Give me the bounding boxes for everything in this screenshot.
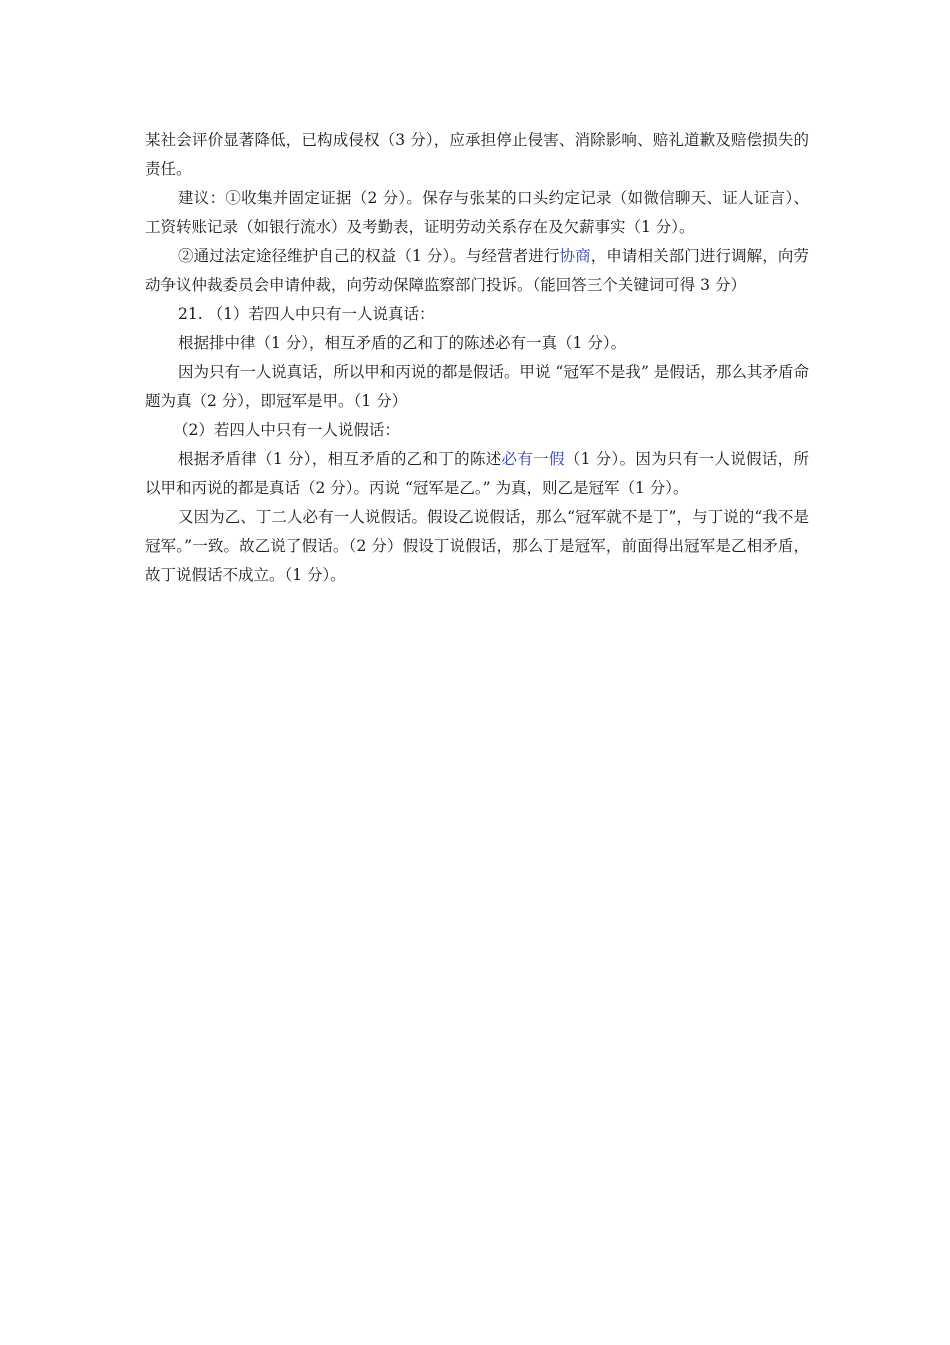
paragraph-part-1-conclusion [145, 358, 809, 416]
link-negotiation[interactable]: 协商 [559, 247, 591, 265]
paragraph-question-21-part-2-heading [145, 416, 809, 445]
text-run: 根据排中律（1 分），相互矛盾的乙和丁的陈述必有一真（1 分）。 [178, 334, 627, 352]
link-must-be-false[interactable]: 必有一假 [501, 450, 565, 468]
text-run: 某社会评价显著降低，已构成侵权（3 分），应承担停止侵害、消除影响、赔礼道歉及赔偿损失的责任。 [145, 131, 809, 178]
paragraph-part-2-conclusion [145, 503, 809, 590]
document-body [145, 126, 809, 590]
text-run: 又因为乙、丁二人必有一人说假话。假设乙说假话，那么“冠军就不是丁”，与丁说的“我不是冠军。”一致。故乙说了假话。（2 分）假设丁说假话，那么丁是冠军，前面得出冠军是乙相矛盾，故丁说假话不成立。（1 分）。 [145, 508, 809, 584]
paragraph-non-contradiction [145, 445, 809, 503]
text-run: 21. （1）若四人中只有一人说真话： [178, 305, 435, 323]
text-run: 建议：①收集并固定证据（2 分）。保存与张某的口头约定记录（如微信聊天、证人证言）、工资转账记录（如银行流水）及考勤表，证明劳动关系存在及欠薪事实（1 分）。 [145, 189, 809, 236]
text-run: （2）若四人中只有一人说假话： [173, 421, 400, 439]
paragraph-question-21-part-1-heading [145, 300, 809, 329]
text-run: 根据矛盾律（1 分），相互矛盾的乙和丁的陈述 [178, 450, 502, 468]
text-run: 因为只有一人说真话，所以甲和丙说的都是假话。甲说 “冠军不是我” 是假话，那么其矛盾命题为真（2 分），即冠军是甲。（1 分） [145, 363, 809, 410]
text-run: ，申请相关部门进行调解，向劳动争议仲裁委员会申请仲裁，向劳动保障监察部门投诉。（能回答三个关键词可得 3 分） [145, 247, 809, 294]
text-run: ②通过法定途径维护自己的权益（1 分）。与经营者进行 [178, 247, 560, 265]
paragraph-infringement-conclusion [145, 126, 809, 184]
paragraph-suggestion-legal-channels [145, 242, 809, 300]
paragraph-excluded-middle [145, 329, 809, 358]
text-run: （1 分）。因为只有一人说假话，所以甲和丙说的都是真话（2 分）。丙说 “冠军是乙。” 为真，则乙是冠军（1 分）。 [145, 450, 809, 497]
paragraph-suggestion-evidence [145, 184, 809, 242]
